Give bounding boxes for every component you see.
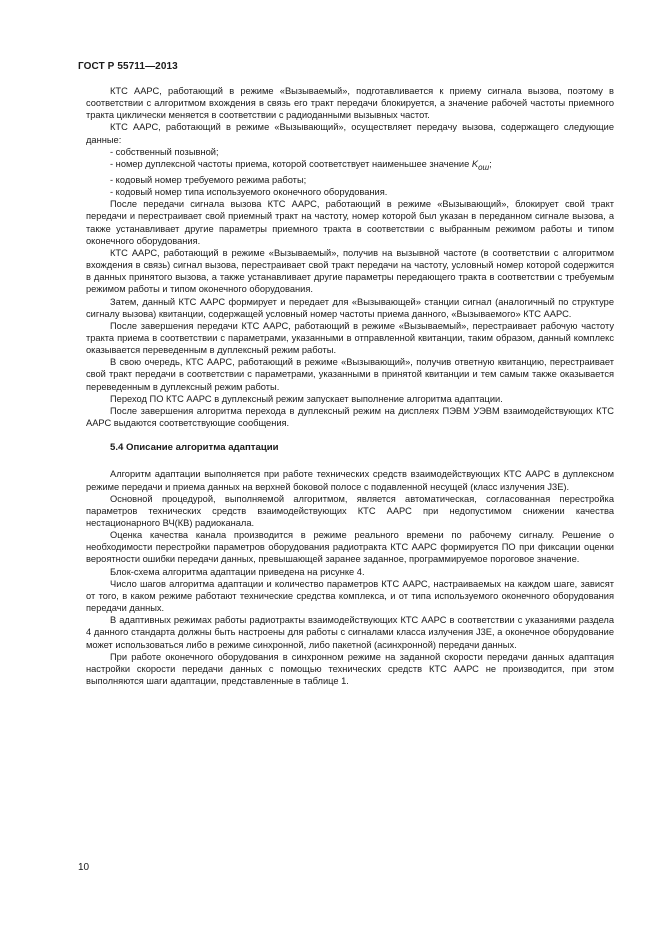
paragraph: Алгоритм адаптации выполняется при работе технических средств взаимодействующих КТС ААРС в дуплексном режиме передачи и приема данных на верхней боковой полосе с подавленной несущей (класс излучения J3E). <box>86 469 614 492</box>
page-number: 10 <box>78 862 90 873</box>
document-id-header: ГОСТ Р 55711—2013 <box>78 61 178 72</box>
section-title: 5.4 Описание алгоритма адаптации <box>110 442 279 454</box>
paragraph: После передачи сигнала вызова КТС ААРС, работающий в режиме «Вызывающий», блокирует свой тракт передачи и перестраивает свой приемный тракт на частоту, номер которой был указан в переданном сигнале вызова, а также устанавливает другие параметры приемного тракта в соответствии с выбранным режимом работы и типом оконечного оборудования. <box>86 199 614 246</box>
paragraph: Основной процедурой, выполняемой алгоритмом, является автоматическая, согласованная перестройка параметров технических средств взаимодействующих КТС ААРС при недопустимом снижении качества нестационарного ВЧ(КВ) радиоканала. <box>86 493 614 529</box>
list-item <box>86 158 614 174</box>
list-item-text: - номер дуплексной частоты приема, которой соответствует наименьшее значение <box>110 158 472 169</box>
paragraph: Затем, данный КТС ААРС формирует и передает для «Вызывающей» станции сигнал (аналогичный по структуре сигналу вызова) квитанции, содержащей условный номер частоты приема данного, «Вызываемого» КТС ААРС. <box>86 296 614 319</box>
paragraph: После завершения алгоритма перехода в дуплексный режим на дисплеях ПЭВМ УЭВМ взаимодействующих КТС ААРС выдаются соответствующие сообщения. <box>86 405 614 429</box>
list-item-punct: ; <box>489 158 492 169</box>
paragraph: КТС ААРС, работающий в режиме «Вызываемый», получив на вызывной частоте (в соответствии с алгоритмом вхождения в связь) сигнал вызова, перестраивает свой тракт передачи на частоту, условный номер которой содержится в данных принятого вызова, а также устанавливает другие параметры передающего тракта в соответствии с требуемым режимом работы и типом оконечного оборудования. <box>86 247 614 295</box>
list-item: - кодовый номер требуемого режима работы; <box>110 174 307 185</box>
list-item: - кодовый номер типа используемого оконечного оборудования. <box>110 187 388 198</box>
paragraph: Оценка качества канала производится в режиме реального времени по рабочему сигналу. Решение о необходимости перестройки параметров оборудования радиотракта КТС ААРС формируется ПО при фиксации оценки вероятности ошибки передачи данных, превышающей заранее заданное, программируемое пороговое значение. <box>86 530 614 565</box>
paragraph: В адаптивных режимах работы радиотракты взаимодействующих КТС ААРС в соответствии с указаниями раздела 4 данного стандарта должны быть настроены для работы с сигналами класса излучения J3E, а оконечное оборудование может использоваться либо в режиме синхронной, либо пакетной (асинхронной) передачи данных. <box>86 615 614 650</box>
paragraph: Переход ПО КТС ААРС в дуплексный режим запускает выполнение алгоритма адаптации. <box>110 393 503 404</box>
paragraph: КТС ААРС, работающий в режиме «Вызываемый», подготавливается к приему сигнала вызова, поэтому в соответствии с алгоритмом вхождения в связь его тракт передачи блокируется, а значение рабочей частоты приемного тракта циклически меняется в соответствии с радиоданными вызывных частот. <box>86 86 614 121</box>
paragraph: При работе оконечного оборудования в синхронном режиме на заданной скорости передачи данных адаптация настройки скорости передачи данных с помощью технических средств КТС ААРС не производится, при этом выполняются шаги адаптации, представленные в таблице 1. <box>86 651 614 687</box>
list-item: - собственный позывной; <box>110 146 219 157</box>
paragraph: Число шагов алгоритма адаптации и количество параметров КТС ААРС, настраиваемых на каждом шаге, зависят от того, в каком режиме работают технические средства комплекса, и от типа используемого оконечного оборудования передачи данных. <box>86 578 614 614</box>
paragraph: После завершения передачи КТС ААРС, работающий в режиме «Вызываемый», перестраивает рабочую частоту тракта приема в соответствии с параметрами, указанными в отправленной квитанции, таким образом, данный комплекс оказывается переведенным в дуплексный режим работы. <box>86 320 614 356</box>
variable-subscript: ош <box>478 162 490 172</box>
variable-k: K <box>471 158 479 169</box>
document-body <box>86 85 614 687</box>
paragraph: В свою очередь, КТС ААРС, работающий в режиме «Вызывающий», получив ответную квитанцию, перестраивает свой тракт передачи в соответствии с параметрами, указанными в принятой квитанции и тем самым также оказывается переведенным в дуплексный режим работы. <box>86 357 614 392</box>
paragraph: КТС ААРС, работающий в режиме «Вызывающий», осуществляет передачу вызова, содержащего следующие данные: <box>86 122 614 145</box>
paragraph: Блок-схема алгоритма адаптации приведена на рисунке 4. <box>110 566 365 577</box>
